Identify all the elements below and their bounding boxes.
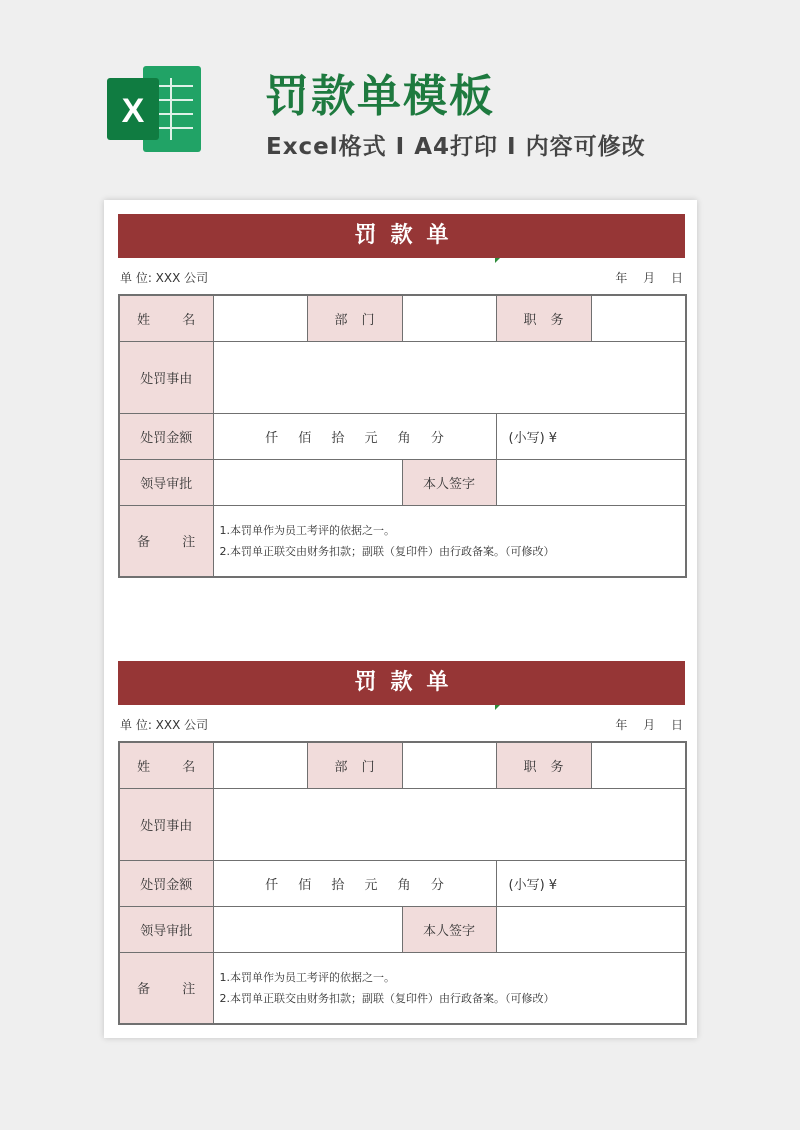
table-row (119, 413, 686, 459)
remark-field[interactable] (213, 952, 686, 1024)
name-label: 姓 名 (119, 742, 213, 788)
remark-label: 备 注 (119, 505, 213, 577)
name-field[interactable] (213, 295, 307, 341)
reason-label: 处罚事由 (119, 788, 213, 860)
penalty-form (118, 661, 685, 1025)
document-page (104, 200, 697, 1038)
approval-field[interactable] (213, 459, 402, 505)
name-label: 姓 名 (119, 295, 213, 341)
table-row (119, 906, 686, 952)
amount-label: 处罚金额 (119, 860, 213, 906)
table-row (119, 295, 686, 341)
table-row (119, 952, 686, 1024)
form-title: 罚款单 (118, 661, 685, 705)
remark-line: 1.本罚单作为员工考评的依据之一。 (219, 970, 395, 984)
form-table (118, 741, 687, 1025)
template-header (0, 0, 800, 190)
amount-units[interactable]: 仟 佰 拾 元 角 分 (213, 860, 496, 906)
table-row (119, 860, 686, 906)
remark-line: 1.本罚单作为员工考评的依据之一。 (219, 523, 395, 537)
excel-logo-letter: X (121, 92, 145, 130)
dept-label: 部门 (307, 742, 402, 788)
signature-field[interactable] (496, 906, 686, 952)
date-label: 年 月 日 (615, 271, 683, 285)
position-field[interactable] (591, 742, 686, 788)
amount-units[interactable]: 仟 佰 拾 元 角 分 (213, 413, 496, 459)
page-subtitle: Excel格式 I A4打印 I 内容可修改 (266, 134, 646, 160)
position-label: 职务 (496, 742, 591, 788)
signature-label: 本人签字 (402, 459, 496, 505)
name-field[interactable] (213, 742, 307, 788)
form-meta-row (118, 258, 685, 294)
reason-field[interactable] (213, 788, 686, 860)
form-table (118, 294, 687, 578)
table-row (119, 742, 686, 788)
position-field[interactable] (591, 295, 686, 341)
amount-small-field[interactable]: (小写) ¥ (496, 413, 686, 459)
remark-line: 2.本罚单正联交由财务扣款；副联（复印件）由行政备案。（可修改） (219, 544, 555, 558)
approval-label: 领导审批 (119, 906, 213, 952)
reason-field[interactable] (213, 341, 686, 413)
table-row (119, 459, 686, 505)
signature-field[interactable] (496, 459, 686, 505)
reason-label: 处罚事由 (119, 341, 213, 413)
form-meta-row (118, 705, 685, 741)
penalty-form (118, 214, 685, 578)
remark-field[interactable] (213, 505, 686, 577)
remark-line: 2.本罚单正联交由财务扣款；副联（复印件）由行政备案。（可修改） (219, 991, 555, 1005)
excel-icon (105, 60, 205, 158)
dept-field[interactable] (402, 295, 496, 341)
unit-label: 单 位: XXX 公司 (120, 271, 209, 285)
signature-label: 本人签字 (402, 906, 496, 952)
approval-label: 领导审批 (119, 459, 213, 505)
unit-label: 单 位: XXX 公司 (120, 718, 209, 732)
amount-small-field[interactable]: (小写) ¥ (496, 860, 686, 906)
date-label: 年 月 日 (615, 718, 683, 732)
page-title: 罚款单模板 (265, 71, 495, 122)
dept-label: 部门 (307, 295, 402, 341)
remark-label: 备 注 (119, 952, 213, 1024)
position-label: 职务 (496, 295, 591, 341)
amount-label: 处罚金额 (119, 413, 213, 459)
dept-field[interactable] (402, 742, 496, 788)
table-row (119, 505, 686, 577)
form-title: 罚款单 (118, 214, 685, 258)
table-row (119, 788, 686, 860)
approval-field[interactable] (213, 906, 402, 952)
table-row (119, 341, 686, 413)
